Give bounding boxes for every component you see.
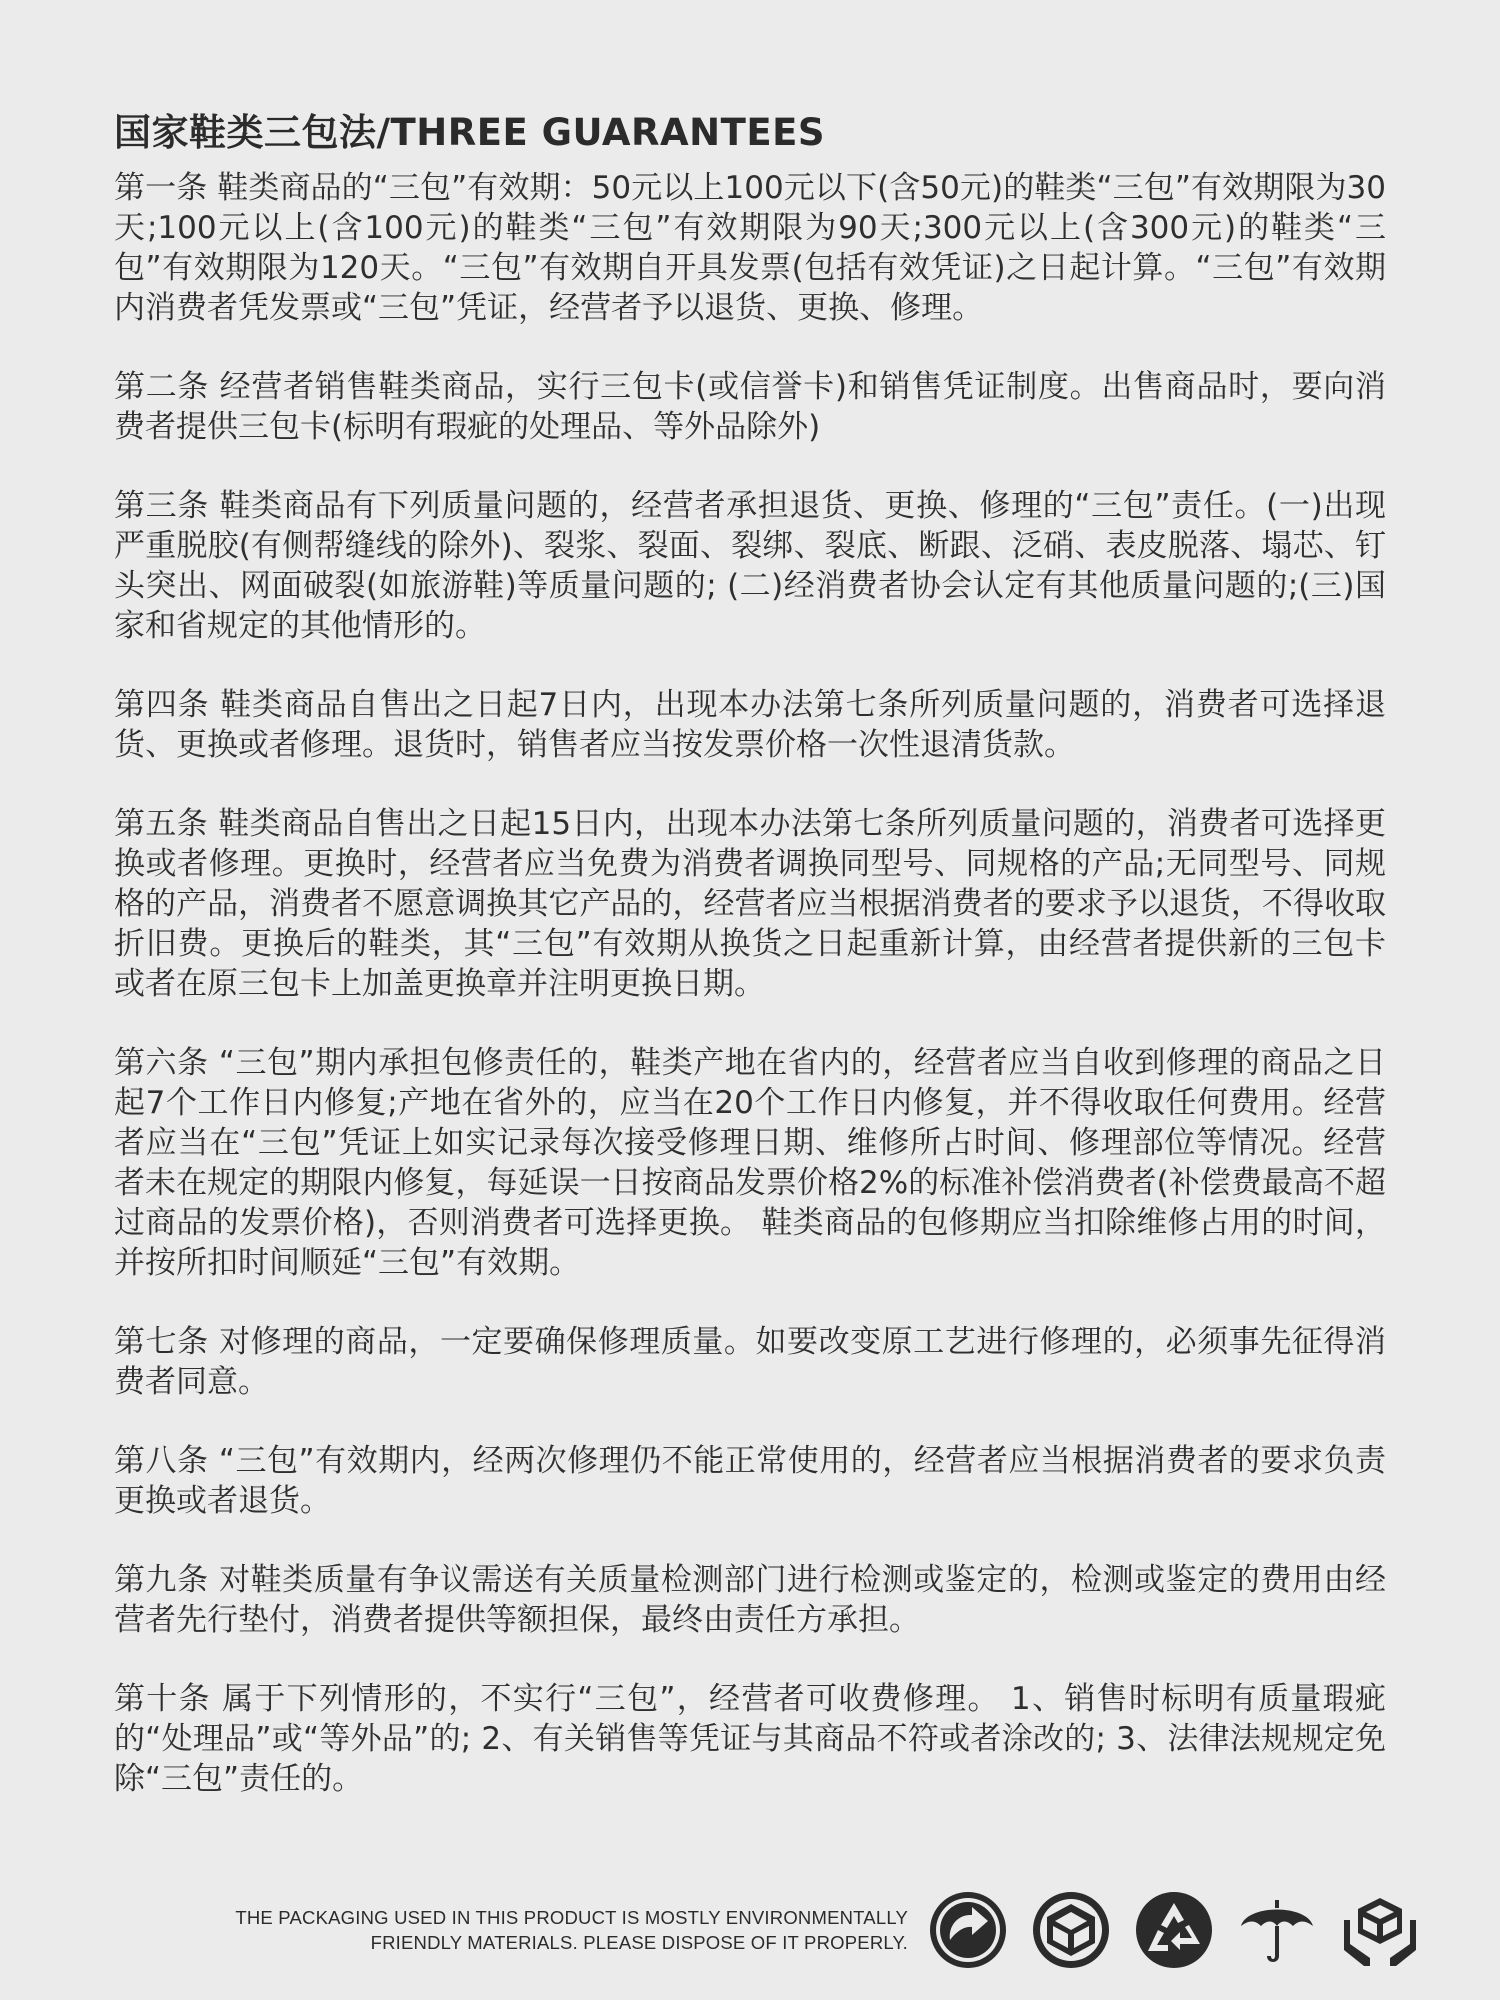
article-3: 第三条 鞋类商品有下列质量问题的，经营者承担退货、更换、修理的“三包”责任。(一)出现严重脱胶(有侧帮缝线的除外)、裂浆、裂面、裂绑、裂底、断跟、泛硝、表皮脱落、塌芯、钉头突出、网面破裂(如旅游鞋)等质量问题的; (二)经消费者协会认定有其他质量问题的;(三)国家和省规定的其他情形的。 — [114, 488, 1386, 644]
packaging-footer — [150, 1880, 1420, 1980]
environment-note — [235, 1905, 908, 1955]
environment-note-line-1: THE PACKAGING USED IN THIS PRODUCT IS MOSTLY ENVIRONMENTALLY — [235, 1907, 908, 1928]
article-2: 第二条 经营者销售鞋类商品，实行三包卡(或信誉卡)和销售凭证制度。出售商品时，要向消费者提供三包卡(标明有瑕疵的处理品、等外品除外) — [114, 369, 1386, 445]
article-7: 第七条 对修理的商品，一定要确保修理质量。如要改变原工艺进行修理的，必须事先征得消费者同意。 — [114, 1324, 1386, 1400]
fragile-handle-with-care-icon — [1340, 1890, 1420, 1970]
recycle-arrow-icon — [928, 1890, 1008, 1970]
article-5: 第五条 鞋类商品自售出之日起15日内，出现本办法第七条所列质量问题的，消费者可选择更换或者修理。更换时，经营者应当免费为消费者调换同型号、同规格的产品;无同型号、同规格的产品，消费者不愿意调换其它产品的，经营者应当根据消费者的要求予以退货，不得收取折旧费。更换后的鞋类，其“三包”有效期从换货之日起重新计算，由经营者提供新的三包卡或者在原三包卡上加盖更换章并注明更换日期。 — [114, 806, 1386, 1002]
article-9: 第九条 对鞋类质量有争议需送有关质量检测部门进行检测或鉴定的，检测或鉴定的费用由经营者先行垫付，消费者提供等额担保，最终由责任方承担。 — [114, 1562, 1386, 1638]
recyclable-box-icon — [1031, 1890, 1111, 1970]
three-guarantees-document — [114, 108, 1386, 1838]
document-title: 国家鞋类三包法/THREE GUARANTEES — [114, 111, 826, 154]
article-8: 第八条 “三包”有效期内，经两次修理仍不能正常使用的，经营者应当根据消费者的要求负责更换或者退货。 — [114, 1443, 1386, 1519]
article-4: 第四条 鞋类商品自售出之日起7日内，出现本办法第七条所列质量问题的，消费者可选择退货、更换或者修理。退货时，销售者应当按发票价格一次性退清货款。 — [114, 687, 1386, 763]
article-6: 第六条 “三包”期内承担包修责任的，鞋类产地在省内的，经营者应当自收到修理的商品之日起7个工作日内修复;产地在省外的，应当在20个工作日内修复，并不得收取任何费用。经营者应当在“三包”凭证上如实记录每次接受修理日期、维修所占时间、修理部位等情况。经营者未在规定的期限内修复，每延误一日按商品发票价格2%的标准补偿消费者(补偿费最高不超过商品的发票价格)，否则消费者可选择更换。 鞋类商品的包修期应当扣除维修占用的时间，并按所扣时间顺延“三包”有效期。 — [114, 1045, 1386, 1281]
environment-note-line-2: FRIENDLY MATERIALS. PLEASE DISPOSE OF IT PROPERLY. — [370, 1932, 908, 1953]
article-10: 第十条 属于下列情形的，不实行“三包”，经营者可收费修理。 1、销售时标明有质量瑕疵的“处理品”或“等外品”的; 2、有关销售等凭证与其商品不符或者涂改的; 3、法律法规规定免除“三包”责任的。 — [114, 1681, 1386, 1797]
packaging-icons — [928, 1890, 1420, 1970]
keep-dry-umbrella-icon — [1237, 1890, 1317, 1970]
recycle-triangle-icon — [1134, 1890, 1214, 1970]
article-1: 第一条 鞋类商品的“三包”有效期：50元以上100元以下(含50元)的鞋类“三包”有效期限为30天;100元以上(含100元)的鞋类“三包”有效期限为90天;300元以上(含300元)的鞋类“三包”有效期限为120天。“三包”有效期自开具发票(包括有效凭证)之日起计算。“三包”有效期内消费者凭发票或“三包”凭证，经营者予以退货、更换、修理。 — [114, 170, 1386, 326]
